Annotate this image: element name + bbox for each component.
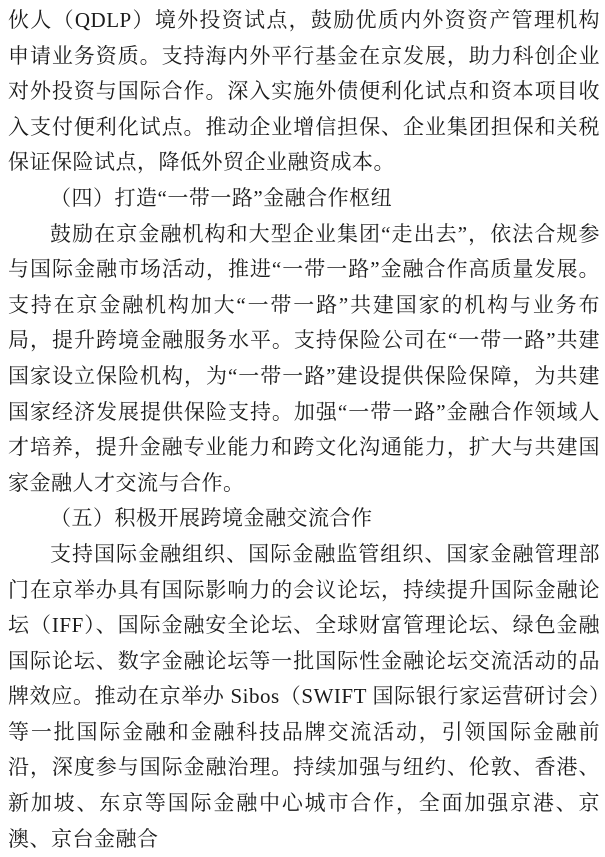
section-heading-4: （四）打造“一带一路”金融合作枢纽 — [50, 185, 393, 210]
paragraph-continuation: 伙人（QDLP）境外投资试点，鼓励优质内外资资产管理机构申请业务资质。支持海内外平行基金在京发展，助力科创企业对外投资与国际合作。深入实施外债便利化试点和资本项目收入支付便利化试点。推动企业增信担保、企业集团担保和关税保证保险试点，降低外贸企业融资成本。 — [8, 8, 600, 175]
section-heading-5: （五）积极开展跨境金融交流合作 — [50, 506, 373, 531]
paragraph-cross-border-exchange: 支持国际金融组织、国际金融监管组织、国家金融管理部门在京举办具有国际影响力的会议论坛，持续提升国际金融论坛（IFF）、国际金融安全论坛、全球财富管理论坛、绿色金融国际论坛、数字金融论坛等一批国际性金融论坛交流活动的品牌效应。推动在京举办 Sibos（SWIFT 国际银行家运营研讨会）等一批国际金融和金融科技品牌交流活动，引领国际金融前沿，深度参与国际金融治理。持续加强与纽约、伦敦、香港、新加坡、东京等国际金融中心城市合作，全面加强京港、京澳、京台金融合 — [8, 541, 600, 851]
paragraph-belt-and-road: 鼓励在京金融机构和大型企业集团“走出去”，依法合规参与国际金融市场活动，推进“一带一路”金融合作高质量发展。支持在京金融机构加大“一带一路”共建国家的机构与业务布局，提升跨境金融服务水平。支持保险公司在“一带一路”共建国家设立保险机构，为“一带一路”建设提供保险保障，为共建国家经济发展提供保险支持。加强“一带一路”金融合作领域人才培养，提升金融专业能力和跨文化沟通能力，扩大与共建国家金融人才交流与合作。 — [8, 221, 600, 495]
